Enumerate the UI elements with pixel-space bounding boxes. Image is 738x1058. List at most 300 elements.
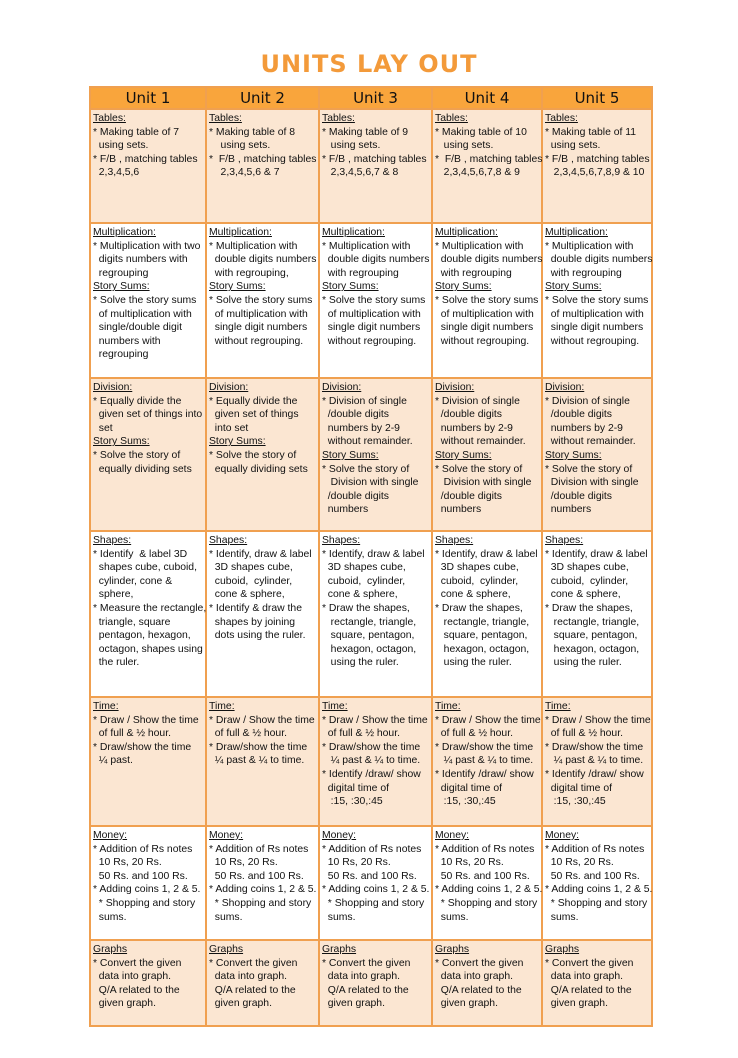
topic-line: sphere,	[93, 589, 134, 601]
section-heading: Graphs	[545, 944, 580, 955]
topic-line: * Making table of 10	[435, 126, 527, 138]
section-heading: Shapes:	[322, 535, 361, 546]
topic-line: Q/A related to the	[322, 984, 409, 996]
topic-line: * Identify, draw & label	[545, 548, 648, 560]
topic-line: * Adding coins 1, 2 & 5.	[545, 884, 653, 896]
topic-line: * Identify & draw the	[209, 602, 302, 614]
topic-line: rectangle, triangle,	[322, 616, 417, 628]
topic-line: cylinder, cone &	[93, 575, 173, 587]
topic-line: Division with single	[435, 477, 532, 489]
topic-line: using sets.	[209, 140, 271, 152]
topic-line: Division with single	[322, 477, 419, 489]
topic-line: * Identify /draw/ show	[545, 768, 644, 780]
topic-line: 50 Rs. and 100 Rs.	[322, 870, 417, 882]
topic-line: * Equally divide the	[209, 395, 298, 407]
topic-line: square, pentagon,	[322, 630, 415, 642]
topic-line: * Equally divide the	[93, 395, 182, 407]
topic-line: /double digits	[322, 409, 390, 421]
topic-line: Q/A related to the	[93, 984, 180, 996]
page-title: UNITS LAY OUT	[260, 50, 478, 78]
topic-line: equally dividing sets	[93, 463, 192, 475]
topic-line: /double digits	[435, 409, 503, 421]
topic-row-tables	[90, 109, 652, 223]
topic-line: pentagon, hexagon,	[93, 630, 191, 642]
topic-line: * Addition of Rs notes	[545, 843, 645, 855]
topic-line: * Solve the story of	[93, 449, 181, 461]
topic-line: ¼ past & ¼ to time.	[209, 755, 305, 767]
topic-line: regrouping	[93, 267, 149, 279]
section-heading: Shapes:	[93, 535, 132, 546]
topic-line: * Convert the given	[322, 957, 411, 969]
topic-line: * Draw / Show the time	[322, 714, 428, 726]
topic-line: octagon, shapes using	[93, 643, 203, 655]
section-heading: Story Sums:	[209, 436, 266, 448]
topic-line: 50 Rs. and 100 Rs.	[93, 870, 188, 882]
topic-line: using sets.	[435, 140, 494, 152]
topic-line: Q/A related to the	[435, 984, 522, 996]
topic-line: * Draw the shapes,	[435, 602, 523, 614]
topic-line: ¼ past & ¼ to time.	[435, 755, 534, 767]
topic-line: * Measure the rectangle,	[93, 602, 207, 614]
topic-line: /double digits	[545, 490, 613, 502]
topic-line: cuboid, cylinder,	[209, 575, 293, 587]
topic-line: * Convert the given	[209, 957, 298, 969]
topic-line: * Draw / Show the time	[545, 714, 651, 726]
section-heading: Graphs	[435, 944, 470, 955]
topic-line: * Addition of Rs notes	[93, 843, 193, 855]
topic-line: cone & sphere,	[545, 589, 621, 601]
topic-line: 3D shapes cube,	[435, 562, 519, 574]
topic-line: sums.	[209, 911, 243, 923]
topic-cell	[206, 223, 319, 378]
topic-line: * Draw/show the time	[209, 741, 308, 753]
topic-line: :15, :30,:45	[545, 796, 606, 808]
topic-line: using the ruler.	[435, 657, 512, 669]
section-heading: Graphs	[209, 944, 244, 955]
section-heading: Shapes:	[545, 535, 584, 546]
topic-line: Q/A related to the	[545, 984, 632, 996]
topic-line: * Identify, draw & label	[322, 548, 425, 560]
topic-line: numbers	[322, 504, 369, 516]
section-heading: Tables:	[435, 113, 468, 124]
topic-row-shapes	[90, 531, 652, 697]
topic-cell	[432, 697, 542, 826]
topic-line: Q/A related to the	[209, 984, 296, 996]
topic-line: 50 Rs. and 100 Rs.	[435, 870, 530, 882]
topic-line: * Convert the given	[93, 957, 182, 969]
topic-line: digital time of	[545, 782, 612, 794]
topic-line: set	[93, 422, 113, 434]
topic-line: * Solve the story of	[435, 463, 523, 475]
topic-line: * Making table of 11	[545, 126, 637, 138]
section-heading: Tables:	[322, 113, 355, 124]
topic-line: 2,3,4,5,6,7,8 & 9	[435, 167, 520, 179]
topic-line: * Division of single	[435, 395, 520, 407]
topic-line: single/double digit	[93, 322, 182, 334]
section-heading: Time:	[322, 701, 348, 712]
topic-cell	[319, 826, 432, 940]
topic-line: cuboid, cylinder,	[545, 575, 629, 587]
units-table	[89, 86, 653, 1027]
topic-line: * Shopping and story	[435, 897, 538, 909]
topic-line: single digit numbers	[209, 322, 308, 334]
topic-line: double digits numbers	[209, 254, 317, 266]
section-heading: Graphs	[322, 944, 357, 955]
topic-line: sums.	[93, 911, 127, 923]
topic-line: /double digits	[435, 490, 503, 502]
topic-line: given graph.	[322, 998, 385, 1010]
topic-line: * Shopping and story	[93, 897, 196, 909]
topic-line: single digit numbers	[545, 322, 644, 334]
topic-line: 50 Rs. and 100 Rs.	[209, 870, 304, 882]
topic-line: digits numbers with	[93, 254, 188, 266]
section-heading: Multiplication:	[322, 227, 385, 238]
topic-line: of full & ½ hour.	[545, 728, 623, 740]
topic-line: square, pentagon,	[435, 630, 528, 642]
section-heading: Multiplication:	[545, 227, 608, 238]
topic-line: 2,3,4,5,6 & 7	[209, 167, 280, 179]
topic-line: numbers	[545, 504, 592, 516]
topic-line: without regrouping.	[209, 335, 304, 347]
topic-line: digital time of	[322, 782, 389, 794]
topic-line: 3D shapes cube,	[209, 562, 293, 574]
topic-line: * Adding coins 1, 2 & 5.	[435, 884, 543, 896]
section-heading: Story Sums:	[93, 436, 150, 448]
section-heading: Division:	[435, 382, 475, 393]
topic-line: numbers	[435, 504, 482, 516]
section-heading: Story Sums:	[545, 281, 602, 293]
topic-line: * Making table of 8	[209, 126, 296, 138]
topic-cell	[206, 109, 319, 223]
topic-line: given set of things	[209, 409, 299, 421]
topic-line: ¼ past & ¼ to time.	[322, 755, 421, 767]
topic-line: cone & sphere,	[322, 589, 398, 601]
topic-line: * Adding coins 1, 2 & 5.	[209, 884, 317, 896]
topic-cell	[206, 378, 319, 531]
topic-line: * Draw / Show the time	[93, 714, 199, 726]
topic-line: without remainder.	[435, 436, 526, 448]
topic-cell	[206, 531, 319, 697]
section-heading: Story Sums:	[435, 281, 492, 293]
topic-line: 50 Rs. and 100 Rs.	[545, 870, 640, 882]
topic-line: given graph.	[435, 998, 498, 1010]
section-heading: Multiplication:	[209, 227, 272, 238]
topic-line: the ruler.	[93, 657, 140, 669]
topic-line: * Adding coins 1, 2 & 5.	[93, 884, 201, 896]
topic-line: /double digits	[545, 409, 613, 421]
topic-cell	[90, 697, 206, 826]
topic-line: without remainder.	[322, 436, 413, 448]
section-heading: Multiplication:	[93, 227, 156, 238]
topic-line: data into graph.	[435, 971, 513, 983]
topic-cell	[542, 826, 652, 940]
topic-line: given graph.	[545, 998, 608, 1010]
topic-line: * Division of single	[545, 395, 630, 407]
topic-line: * Addition of Rs notes	[209, 843, 309, 855]
topic-line: without regrouping.	[435, 335, 530, 347]
topic-line: 3D shapes cube,	[545, 562, 629, 574]
topic-line: single digit numbers	[435, 322, 534, 334]
topic-line: :15, :30,:45	[322, 796, 383, 808]
topic-line: sums.	[545, 911, 579, 923]
topic-line: * Shopping and story	[322, 897, 425, 909]
topic-line: numbers by 2-9	[545, 422, 623, 434]
topic-line: * Addition of Rs notes	[322, 843, 422, 855]
topic-line: data into graph.	[545, 971, 623, 983]
topic-line: 2,3,4,5,6	[93, 167, 140, 179]
topic-line: using sets.	[545, 140, 601, 152]
section-heading: Division:	[93, 382, 133, 393]
topic-line: * Making table of 9	[322, 126, 409, 138]
topic-line: ¼ past.	[93, 755, 133, 767]
topic-cell	[319, 531, 432, 697]
topic-line: of full & ½ hour.	[435, 728, 513, 740]
topic-cell	[319, 109, 432, 223]
unit-header: Unit 4	[432, 87, 542, 109]
section-heading: Multiplication:	[435, 227, 498, 238]
topic-line: * Solve the story sums	[322, 294, 426, 306]
topic-line: * Addition of Rs notes	[435, 843, 535, 855]
topic-line: * Solve the story of	[209, 449, 297, 461]
topic-row-division	[90, 378, 652, 531]
section-heading: Story Sums:	[93, 281, 150, 293]
topic-line: * Draw / Show the time	[209, 714, 315, 726]
topic-line: * F/B , matching tables	[93, 153, 198, 165]
section-heading: Time:	[93, 701, 119, 712]
topic-cell	[206, 826, 319, 940]
topic-line: hexagon, octagon,	[435, 643, 530, 655]
topic-line: * Identify /draw/ show	[435, 768, 534, 780]
unit-header: Unit 2	[206, 87, 319, 109]
topic-line: regrouping	[93, 349, 149, 361]
unit-header: Unit 3	[319, 87, 432, 109]
topic-cell	[90, 826, 206, 940]
topic-line: with regrouping	[545, 267, 622, 279]
section-heading: Tables:	[93, 113, 126, 124]
topic-line: * Draw / Show the time	[435, 714, 541, 726]
topic-line: * Shopping and story	[545, 897, 648, 909]
topic-line: * Solve the story sums	[545, 294, 649, 306]
topic-line: dots using the ruler.	[209, 630, 306, 642]
topic-line: given graph.	[209, 998, 272, 1010]
topic-line: cuboid, cylinder,	[435, 575, 519, 587]
topic-line: /double digits	[322, 490, 390, 502]
topic-line: cone & sphere,	[435, 589, 511, 601]
topic-line: given set of things into	[93, 409, 203, 421]
topic-line: equally dividing sets	[209, 463, 308, 475]
section-heading: Division:	[209, 382, 249, 393]
topic-line: sums.	[435, 911, 469, 923]
topic-line: shapes by joining	[209, 616, 296, 628]
topic-line: ¼ past & ¼ to time.	[545, 755, 644, 767]
topic-line: cuboid, cylinder,	[322, 575, 406, 587]
section-heading: Story Sums:	[322, 449, 379, 461]
topic-line: data into graph.	[322, 971, 400, 983]
topic-line: of full & ½ hour.	[93, 728, 171, 740]
section-heading: Money:	[209, 830, 244, 841]
topic-line: given graph.	[93, 998, 156, 1010]
section-heading: Tables:	[545, 113, 578, 124]
topic-line: 10 Rs, 20 Rs.	[209, 857, 278, 869]
topic-line: without remainder.	[545, 436, 636, 448]
topic-line: * Making table of 7	[93, 126, 180, 138]
section-heading: Money:	[435, 830, 470, 841]
topic-line: double digits numbers	[545, 254, 653, 266]
topic-line: 10 Rs, 20 Rs.	[93, 857, 162, 869]
section-heading: Division:	[545, 382, 585, 393]
topic-line: * Convert the given	[435, 957, 524, 969]
topic-line: using sets.	[322, 140, 381, 152]
topic-line: * Solve the story sums	[93, 294, 197, 306]
topic-line: digital time of	[435, 782, 502, 794]
topic-cell	[432, 826, 542, 940]
section-heading: Shapes:	[209, 535, 248, 546]
topic-line: shapes cube, cuboid,	[93, 562, 197, 574]
topic-cell	[542, 531, 652, 697]
topic-line: of multiplication with	[545, 308, 644, 320]
topic-line: using sets.	[93, 140, 149, 152]
unit-header-row	[90, 87, 652, 109]
unit-header: Unit 5	[542, 87, 652, 109]
topic-line: * Identify, draw & label	[435, 548, 538, 560]
topic-cell	[432, 378, 542, 531]
topic-cell	[319, 378, 432, 531]
topic-line: * Adding coins 1, 2 & 5.	[322, 884, 430, 896]
section-heading: Time:	[435, 701, 461, 712]
topic-line: * F/B , matching tables	[209, 153, 317, 165]
section-heading: Story Sums:	[435, 449, 492, 461]
topic-line: into set	[209, 422, 249, 434]
topic-line: * Multiplication with two	[93, 240, 201, 252]
section-heading: Story Sums:	[209, 281, 266, 293]
topic-line: 3D shapes cube,	[322, 562, 406, 574]
topic-cell	[90, 940, 206, 1026]
topic-cell	[206, 697, 319, 826]
topic-cell	[542, 697, 652, 826]
topic-cell	[90, 109, 206, 223]
topic-line: rectangle, triangle,	[435, 616, 530, 628]
topic-line: * Draw/show the time	[545, 741, 644, 753]
topic-cell	[90, 531, 206, 697]
topic-line: * Solve the story sums	[435, 294, 539, 306]
topic-cell	[542, 223, 652, 378]
topic-cell	[206, 940, 319, 1026]
topic-line: :15, :30,:45	[435, 796, 496, 808]
topic-cell	[542, 940, 652, 1026]
topic-line: 2,3,4,5,6,7 & 8	[322, 167, 399, 179]
section-heading: Time:	[545, 701, 571, 712]
section-heading: Time:	[209, 701, 235, 712]
topic-line: with regrouping	[435, 267, 512, 279]
topic-line: * Multiplication with	[322, 240, 411, 252]
topic-line: * Multiplication with	[435, 240, 524, 252]
topic-line: without regrouping.	[322, 335, 417, 347]
section-heading: Money:	[93, 830, 128, 841]
topic-line: * Draw/show the time	[435, 741, 534, 753]
topic-line: * Solve the story sums	[209, 294, 313, 306]
topic-line: 10 Rs, 20 Rs.	[435, 857, 504, 869]
topic-line: using the ruler.	[545, 657, 622, 669]
topic-cell	[432, 940, 542, 1026]
topic-line: of multiplication with	[209, 308, 308, 320]
topic-line: of multiplication with	[322, 308, 421, 320]
topic-line: double digits numbers	[322, 254, 430, 266]
topic-cell	[542, 109, 652, 223]
topic-line: * Identify /draw/ show	[322, 768, 421, 780]
topic-line: without regrouping.	[545, 335, 640, 347]
topic-cell	[319, 697, 432, 826]
topic-line: numbers by 2-9	[322, 422, 400, 434]
topic-line: hexagon, octagon,	[322, 643, 417, 655]
topic-row-time	[90, 697, 652, 826]
topic-line: sums.	[322, 911, 356, 923]
section-heading: Division:	[322, 382, 362, 393]
topic-line: triangle, square	[93, 616, 171, 628]
topic-cell	[432, 223, 542, 378]
topic-cell	[432, 531, 542, 697]
topic-line: single digit numbers	[322, 322, 421, 334]
topic-line: using the ruler.	[322, 657, 399, 669]
topic-line: * Draw the shapes,	[545, 602, 633, 614]
topic-row-money	[90, 826, 652, 940]
topic-line: * Multiplication with	[209, 240, 298, 252]
section-heading: Story Sums:	[545, 449, 602, 461]
topic-row-graphs	[90, 940, 652, 1026]
topic-cell	[319, 223, 432, 378]
topic-line: with regrouping,	[209, 267, 289, 279]
section-heading: Money:	[545, 830, 580, 841]
section-heading: Graphs	[93, 944, 128, 955]
topic-line: * F/B , matching tables	[322, 153, 427, 165]
topic-cell	[542, 378, 652, 531]
topic-line: of multiplication with	[93, 308, 192, 320]
topic-line: * Solve the story of	[322, 463, 410, 475]
topic-line: hexagon, octagon,	[545, 643, 640, 655]
topic-line: * F/B , matching tables	[435, 153, 543, 165]
topic-cell	[90, 223, 206, 378]
topic-line: data into graph.	[93, 971, 171, 983]
section-heading: Shapes:	[435, 535, 474, 546]
topic-line: of multiplication with	[435, 308, 534, 320]
topic-line: * F/B , matching tables	[545, 153, 650, 165]
topic-line: of full & ½ hour.	[322, 728, 400, 740]
topic-line: data into graph.	[209, 971, 287, 983]
topic-line: Division with single	[545, 477, 639, 489]
topic-line: * Solve the story of	[545, 463, 633, 475]
topic-cell	[319, 940, 432, 1026]
topic-line: 10 Rs, 20 Rs.	[322, 857, 391, 869]
topic-cell	[90, 378, 206, 531]
topic-line: rectangle, triangle,	[545, 616, 640, 628]
section-heading: Tables:	[209, 113, 242, 124]
topic-line: * Shopping and story	[209, 897, 312, 909]
topic-line: numbers with	[93, 335, 161, 347]
topic-line: * Draw the shapes,	[322, 602, 410, 614]
topic-line: numbers by 2-9	[435, 422, 513, 434]
unit-header: Unit 1	[90, 87, 206, 109]
topic-line: * Identify, draw & label	[209, 548, 312, 560]
section-heading: Story Sums:	[322, 281, 379, 293]
topic-row-multiplication	[90, 223, 652, 378]
topic-line: of full & ½ hour.	[209, 728, 287, 740]
topic-line: * Draw/show the time	[93, 741, 192, 753]
topic-line: double digits numbers	[435, 254, 543, 266]
topic-line: 2,3,4,5,6,7,8,9 & 10	[545, 167, 645, 179]
topic-cell	[432, 109, 542, 223]
topic-line: square, pentagon,	[545, 630, 638, 642]
topic-line: with regrouping	[322, 267, 399, 279]
topic-line: * Convert the given	[545, 957, 634, 969]
